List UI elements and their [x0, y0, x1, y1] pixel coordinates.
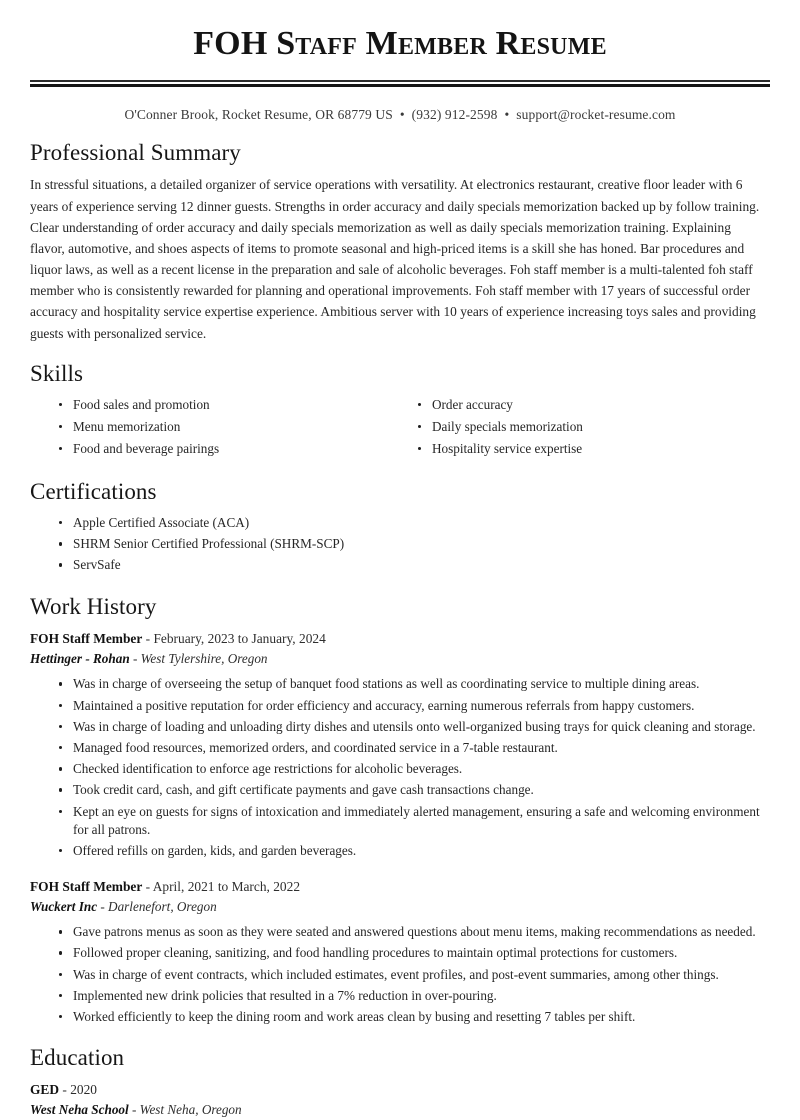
contact-email[interactable]: support@rocket-resume.com [516, 106, 676, 122]
list-item: Apple Certified Associate (ACA) [52, 514, 770, 532]
list-item: Worked efficiently to keep the dining room and work areas clean by busing and resetting 7 tables per shift. [52, 1008, 770, 1026]
page-title-rest [267, 25, 276, 62]
list-item: Hospitality service expertise [411, 440, 770, 458]
job-company-dash: - [129, 651, 141, 667]
contact-separator-1: • [399, 106, 405, 122]
work-history-entry [30, 629, 770, 860]
skills-list-left [52, 396, 411, 459]
list-item: Menu memorization [52, 418, 411, 436]
job-title: FOH Staff Member [30, 631, 143, 647]
education-degree-row [30, 1080, 770, 1100]
list-item: Gave patrons menus as soon as they were seated and answered questions about menu items, making recommendations as needed. [52, 923, 770, 941]
section-skills [30, 360, 770, 462]
list-item: Food and beverage pairings [52, 440, 411, 458]
section-certifications [30, 478, 770, 574]
job-dates: February, 2023 to January, 2024 [153, 631, 326, 647]
education-degree: GED [30, 1082, 60, 1097]
job-company: Wuckert Inc [30, 899, 98, 915]
list-item: Managed food resources, memorized orders, and coordinated service in a 7-table restaurant. [52, 739, 770, 757]
section-heading-certifications: Certifications [30, 479, 157, 505]
education-degree-dash: - [59, 1082, 71, 1097]
certifications-body [30, 514, 770, 575]
list-item: Order accuracy [411, 396, 770, 414]
education-year: 2020 [70, 1082, 97, 1097]
page-title-remainder: Staff Member Resume [276, 25, 607, 62]
skills-column-left [52, 396, 411, 463]
education-school-dash: - [128, 1102, 140, 1118]
section-heading-education: Education [30, 1045, 125, 1071]
skills-columns [30, 396, 770, 463]
list-item: Was in charge of loading and unloading dirty dishes and utensils onto well-organized busing trays for quick cleaning and storage. [52, 718, 770, 736]
work-history-entry [30, 877, 770, 1026]
divider-line-bottom [30, 84, 770, 87]
list-item: Followed proper cleaning, sanitizing, and food handling procedures to maintain optimal protections for customers. [52, 944, 770, 962]
list-item: Daily specials memorization [411, 418, 770, 436]
list-item: Implemented new drink policies that resulted in a 7% reduction in over-pouring. [52, 987, 770, 1005]
job-bullets [30, 675, 770, 860]
list-item: SHRM Senior Certified Professional (SHRM-SCP) [52, 535, 770, 553]
job-location: West Tylershire, Oregon [140, 651, 268, 667]
contact-address: O'Conner Brook, Rocket Resume, OR 68779 US [124, 106, 393, 122]
section-heading-skills: Skills [30, 360, 84, 386]
list-item: ServSafe [52, 556, 770, 574]
job-title-row [30, 629, 770, 649]
education-school-row [30, 1100, 770, 1120]
list-item: Checked identification to enforce age restrictions for alcoholic beverages. [52, 760, 770, 778]
education-location: West Neha, Oregon [139, 1102, 242, 1118]
job-company-row [30, 649, 770, 669]
list-item: Maintained a positive reputation for order efficiency and accuracy, earning numerous referrals from happy customers. [52, 697, 770, 715]
job-company: Hettinger - Rohan [30, 651, 130, 667]
contact-line [30, 107, 770, 123]
list-item: Was in charge of event contracts, which included estimates, event profiles, and post-event summaries, among other things. [52, 966, 770, 984]
job-title-row [30, 877, 770, 897]
contact-separator-2: • [504, 106, 510, 122]
summary-text: In stressful situations, a detailed organizer of service operations with versatility. At electronics restaurant, creative floor leader with 6 years of experience serving 12 dinner guests. Strengths in order accuracy and daily specials memorization backed up by follow training. Clear understanding of order accuracy and daily specials memorization as well as daily specials memorization training. Explaining flavor, automotive, and shoes aspects of items to promote seasonal and high-priced items is a skill she has honed. Bar procedures and liquor laws, as well as a recent license in the preparation and sale of alcoholic beverages. Foh staff member is a multi-talented foh staff member who is consistently rewarded for planning and operational improvements. Foh staff member with 17 years of successful order accuracy and hospitality service expertise experience. Ambitious server with 10 years of experience increasing toys sales and providing guests with personalized service. [30, 177, 760, 341]
page-title-lead: FOH [193, 25, 268, 62]
job-company-row [30, 897, 770, 917]
education-entry [30, 1080, 770, 1120]
list-item: Took credit card, cash, and gift certificate payments and gave cash transactions change. [52, 781, 770, 799]
section-work-history [30, 593, 770, 1027]
job-title-dash: - [142, 631, 154, 647]
job-bullets [30, 923, 770, 1026]
header-divider [30, 80, 770, 87]
list-item: Food sales and promotion [52, 396, 411, 414]
job-bullet-list [52, 675, 770, 860]
section-heading-work-history: Work History [30, 593, 157, 619]
contact-phone: (932) 912-2598 [411, 106, 498, 122]
list-item: Offered refills on garden, kids, and garden beverages. [52, 842, 770, 860]
section-education [30, 1044, 770, 1120]
list-item: Was in charge of overseeing the setup of banquet food stations as well as coordinating service to multiple dining areas. [52, 675, 770, 693]
certifications-list [52, 514, 770, 575]
education-school: West Neha School [30, 1102, 129, 1118]
job-dates: April, 2021 to March, 2022 [152, 879, 301, 895]
job-location: Darlenefort, Oregon [108, 899, 217, 915]
resume-header [30, 0, 770, 123]
section-heading-summary: Professional Summary [30, 139, 241, 165]
job-title: FOH Staff Member [30, 879, 143, 895]
job-company-dash: - [97, 899, 109, 915]
list-item: Kept an eye on guests for signs of intoxication and immediately alerted management, ensuring a safe and welcoming environment for all patrons. [52, 803, 770, 839]
job-title-dash: - [142, 879, 153, 895]
job-bullet-list [52, 923, 770, 1026]
section-professional-summary [30, 139, 770, 344]
skills-list-right [411, 396, 770, 459]
skills-column-right [411, 396, 770, 463]
page-title [30, 0, 770, 62]
